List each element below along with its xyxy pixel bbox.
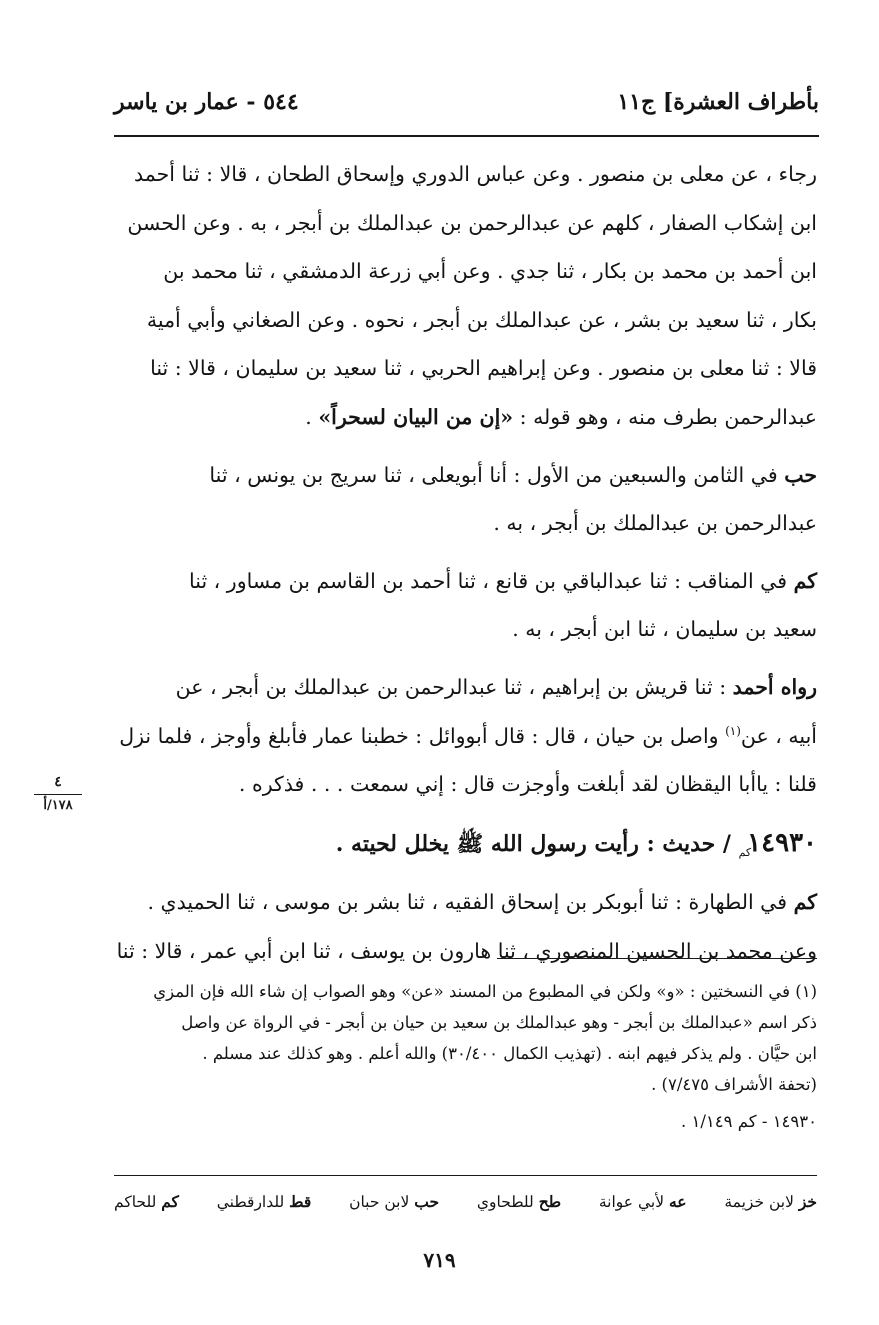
prophetic-quote: «إن من البيان لسحراً» bbox=[318, 404, 514, 429]
paragraph-4 bbox=[114, 663, 817, 809]
text-line bbox=[114, 712, 817, 761]
hadith-reference: ١٤٩٣٠ - كم ١/١٤٩ . bbox=[681, 1112, 817, 1131]
footnote-marker[interactable]: (١) bbox=[725, 723, 741, 738]
text-line bbox=[114, 451, 817, 500]
source-code: حب bbox=[784, 462, 817, 487]
paragraph-2 bbox=[114, 451, 817, 548]
footnote-line: ابن حيَّان . ولم يذكر فيهم ابنه . (تهذيب الكمال ٣٠/٤٠٠) والله أعلم . وهو كذلك عند مسلم . bbox=[202, 1044, 817, 1063]
footnote-line: (تحفة الأشراف ٧/٤٧٥) . bbox=[651, 1075, 817, 1094]
main-text bbox=[114, 150, 817, 984]
source-code: كم bbox=[793, 568, 817, 593]
abbrev-item bbox=[349, 1192, 439, 1211]
footnote-separator bbox=[497, 958, 817, 959]
text-line bbox=[114, 393, 817, 442]
text-segment: في المناقب : ثنا عبدالباقي بن قانع ، ثنا أحمد بن القاسم بن مساور ، ثنا bbox=[189, 568, 788, 593]
source-code: رواه أحمد bbox=[732, 674, 817, 699]
text-segment: عبدالرحمن بطرف منه ، وهو قوله : bbox=[519, 404, 817, 429]
text-line: رجاء ، عن معلى بن منصور . وعن عباس الدوري وإسحاق الطحان ، قالا : ثنا أحمد bbox=[134, 162, 817, 186]
text-segment: في الطهارة : ثنا أبوبكر بن إسحاق الفقيه ، ثنا بشر بن موسى ، ثنا الحميدي . bbox=[147, 890, 788, 915]
text-segment: . bbox=[305, 404, 312, 429]
abbreviation-key bbox=[114, 1184, 817, 1218]
abbrev-item bbox=[599, 1192, 687, 1211]
abbrev-item bbox=[477, 1192, 561, 1211]
abbrev-code: قط bbox=[289, 1191, 312, 1211]
abbrev-name: لابن خزيمة bbox=[724, 1192, 794, 1211]
page-number: ٧١٩ bbox=[423, 1248, 456, 1272]
header-section-title: ٥٤٤ - عمار بن ياسر bbox=[114, 89, 299, 115]
text-line: وعن محمد بن الحسين المنصوري ، ثنا هارون بن يوسف ، ثنا ابن أبي عمر ، قالا : ثنا bbox=[116, 938, 817, 963]
abbrev-name: للطحاوي bbox=[476, 1192, 534, 1211]
footer-rule bbox=[114, 1175, 817, 1176]
text-line bbox=[114, 663, 817, 712]
abbrev-item bbox=[724, 1192, 817, 1211]
source-code: كم bbox=[793, 890, 817, 915]
text-line bbox=[114, 878, 817, 927]
paragraph-1 bbox=[114, 150, 817, 442]
text-line: ابن أحمد بن محمد بن بكار ، ثنا جدي . وعن أبي زرعة الدمشقي ، ثنا محمد بن bbox=[163, 259, 817, 284]
text-segment: واصل بن حيان ، قال : قال أبووائل : خطبنا عمار فأبلغ وأوجز ، فلما نزل bbox=[119, 723, 719, 748]
abbrev-code: عه bbox=[668, 1191, 687, 1211]
text-line: بكار ، ثنا سعيد بن بشر ، عن عبدالملك بن أبجر ، نحوه . وعن الصغاني وأبي أمية bbox=[146, 307, 817, 332]
paragraph-5 bbox=[114, 878, 817, 975]
running-header bbox=[114, 82, 819, 122]
text-line: سعيد بن سليمان ، ثنا ابن أبجر ، به . bbox=[512, 617, 817, 642]
abbrev-name: لابن حبان bbox=[349, 1192, 410, 1211]
footnote-line: (١) في النسختين : «و» ولكن في المطبوع من المسند «عن» وهو الصواب إن شاء الله فإن المزي bbox=[153, 982, 817, 1001]
text-line: عبدالرحمن بن عبدالملك بن أبجر ، به . bbox=[493, 511, 817, 536]
abbrev-name: للحاكم bbox=[114, 1192, 157, 1211]
text-line: قالا : ثنا معلى بن منصور . وعن إبراهيم الحربي ، ثنا سعيد بن سليمان ، قالا : ثنا bbox=[150, 356, 817, 381]
abbrev-code: طح bbox=[538, 1191, 562, 1211]
abbrev-name: للدارقطني bbox=[216, 1192, 285, 1211]
abbrev-item bbox=[217, 1192, 312, 1211]
abbrev-name: لأبي عوانة bbox=[598, 1192, 665, 1211]
manuscript-volume: ٤ bbox=[54, 774, 62, 790]
manuscript-folio: ١٧٨/أ bbox=[43, 798, 73, 813]
paragraph-3 bbox=[114, 557, 817, 654]
text-segment: في الثامن والسبعين من الأول : أنا أبويعلى ، ثنا سريج بن يونس ، ثنا bbox=[209, 462, 778, 487]
margin-rule bbox=[34, 794, 82, 795]
abbrev-item bbox=[114, 1192, 179, 1211]
hadith-source-code: كم bbox=[738, 846, 752, 860]
abbrev-code: حب bbox=[414, 1191, 440, 1211]
text-segment: أبيه ، عن bbox=[740, 723, 817, 748]
hadith-heading bbox=[114, 818, 817, 878]
abbrev-code: كم bbox=[161, 1191, 179, 1211]
text-segment: : ثنا قريش بن إبراهيم ، ثنا عبدالرحمن بن عبدالملك بن أبجر ، عن bbox=[175, 674, 727, 699]
footnotes bbox=[114, 976, 817, 1137]
text-line: قلنا : ياأبا اليقظان لقد أبلغت وأوجزت قال : إني سمعت . . . فذكره . bbox=[238, 772, 817, 797]
hadith-number: ١٤٩٣٠ bbox=[747, 827, 817, 858]
abbrev-code: خز bbox=[798, 1191, 817, 1211]
text-line bbox=[114, 557, 817, 606]
footnote-line: ذكر اسم «عبدالملك بن أبجر - وهو عبدالملك بن سعيد بن حيان بن أبجر - في الرواة عن واصل bbox=[181, 1013, 817, 1032]
text-line: ابن إشكاب الصفار ، كلهم عن عبدالرحمن بن عبدالملك بن أبجر ، به . وعن الحسن bbox=[127, 210, 817, 235]
header-rule bbox=[114, 135, 819, 137]
header-book-title: بأطراف العشرة] ج١١ bbox=[617, 89, 819, 115]
hadith-title: / حديث : رأيت رسول الله ﷺ يخلل لحيته . bbox=[335, 830, 731, 857]
manuscript-margin-note bbox=[28, 774, 88, 813]
